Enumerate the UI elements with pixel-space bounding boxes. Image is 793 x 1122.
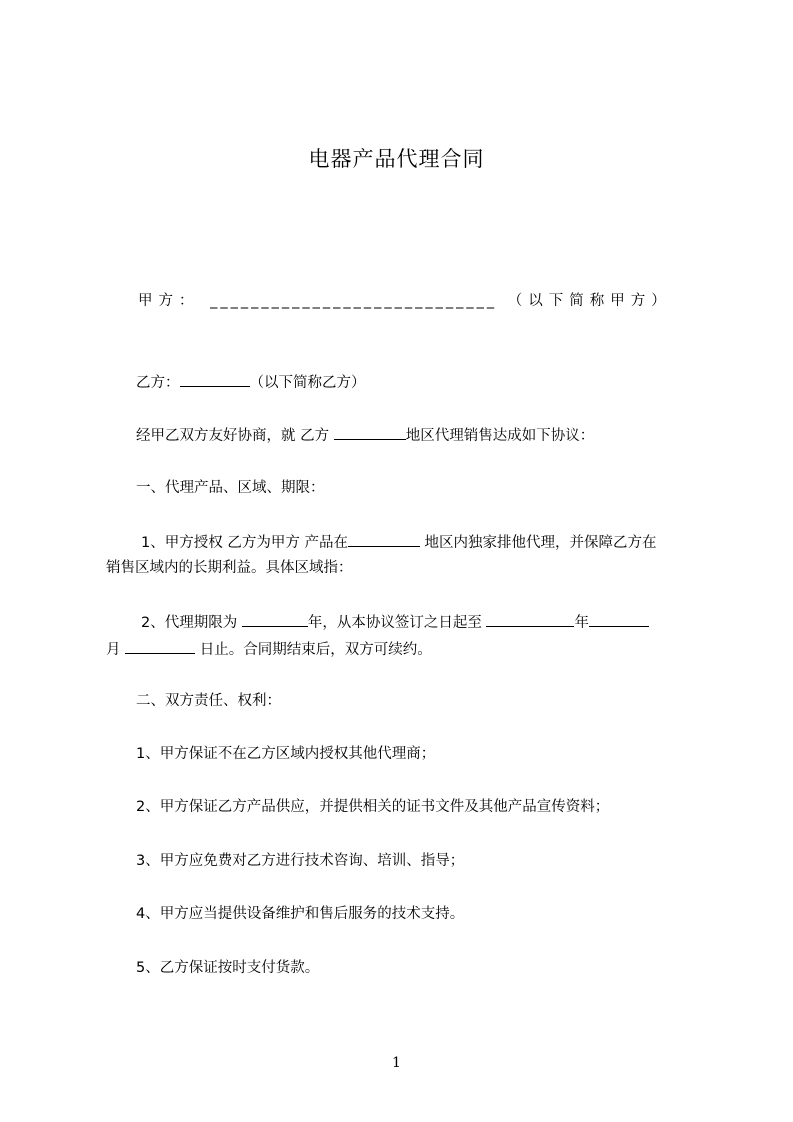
intro-paragraph (136, 424, 594, 446)
section-2-heading: 二、双方责任、权利： (136, 693, 281, 709)
region-blank (334, 424, 406, 440)
item-2-text-1: 2、代理期限为 (141, 615, 242, 631)
end-year-blank (486, 611, 574, 627)
section-2-item-5: 5、乙方保证按时支付货款。 (136, 960, 320, 976)
section-1-item-1 (141, 531, 657, 553)
section-2-item-1: 1、甲方保证不在乙方区域内授权其他代理商； (136, 746, 436, 762)
party-a-label: 甲方： (138, 293, 200, 309)
item-2-line-2-text-1: 月 (106, 642, 126, 658)
party-a-suffix: （以下简称甲方） (507, 293, 672, 309)
section-2-item-2: 2、甲方保证乙方产品供应，并提供相关的证书文件及其他产品宣传资料； (136, 799, 610, 815)
party-b-blank (180, 371, 250, 387)
item-2-line-2-text-2: 日止。合同期结束后，双方可续约。 (195, 642, 432, 658)
item-2-text-2: 年，从本协议签订之日起至 (307, 615, 487, 631)
party-b-label: 乙方： (136, 375, 180, 391)
page-title: 电器产品代理合同 (308, 147, 485, 171)
section-2-item-4: 4、甲方应当提供设备维护和售后服务的技术支持。 (136, 906, 465, 922)
party-a-blank: ____________________________ (210, 293, 498, 309)
party-b-line (136, 371, 366, 393)
section-2-item-3: 3、甲方应免费对乙方进行技术咨询、培训、指导； (136, 853, 465, 869)
page-number: 1 (392, 1055, 401, 1071)
item-2-text-3: 年 (574, 615, 589, 631)
party-b-suffix: （以下简称乙方） (249, 375, 366, 391)
section-1-item-2-line-2 (106, 638, 432, 660)
end-month-blank (589, 611, 649, 627)
section-1-item-2 (141, 611, 649, 633)
party-a-line (138, 291, 698, 311)
product-region-blank (348, 531, 420, 547)
end-day-blank (125, 638, 195, 654)
section-1-heading: 一、代理产品、区域、期限： (136, 480, 325, 496)
intro-text-2: 地区代理销售达成如下协议： (405, 428, 595, 444)
term-years-blank (242, 611, 308, 627)
intro-text-1: 经甲乙双方友好协商，就 乙方 (136, 428, 334, 444)
section-1-item-1-line-2: 销售区域内的长期利益。具体区域指： (106, 560, 353, 576)
item-1-text-2: 地区内独家排他代理，并保障乙方在 (419, 535, 657, 551)
item-1-text-1: 1、甲方授权 乙方为甲方 产品在 (141, 535, 348, 551)
